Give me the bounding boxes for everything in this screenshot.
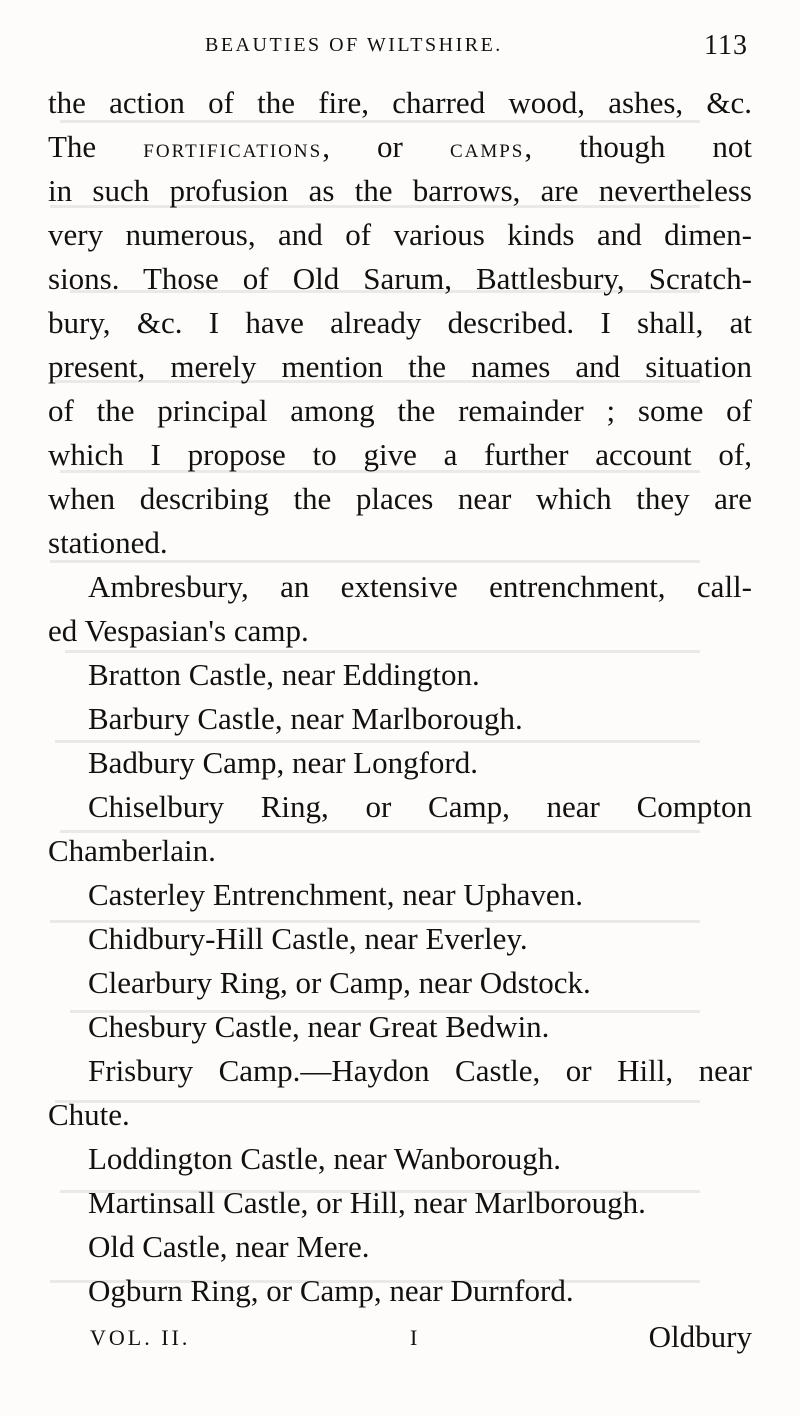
text-line: very numerous, and of various kinds and dimen-	[48, 217, 752, 252]
list-item: Frisbury Camp.—Haydon Castle, or Hill, near	[88, 1053, 752, 1088]
list-item: Loddington Castle, near Wanborough.	[88, 1141, 562, 1176]
text-line: stationed.	[48, 525, 168, 560]
text-line: when describing the places near which they are	[48, 481, 752, 516]
list-item: Old Castle, near Mere.	[88, 1229, 370, 1264]
text-line: sions. Those of Old Sarum, Battlesbury, Scratch-	[48, 261, 752, 296]
running-head: BEAUTIES OF WILTSHIRE.	[205, 34, 503, 56]
page-body	[48, 81, 752, 1313]
page-number: 113	[704, 30, 748, 61]
text-line: bury, &c. I have already described. I shall, at	[48, 305, 752, 340]
text-line: Ambresbury, an extensive entrenchment, call-	[88, 569, 752, 604]
text-fragment: The	[48, 129, 97, 164]
list-item: Clearbury Ring, or Camp, near Odstock.	[88, 965, 591, 1000]
list-item: Chesbury Castle, near Great Bedwin.	[88, 1009, 550, 1044]
text-line: which I propose to give a further account of,	[48, 437, 752, 472]
text-line	[48, 125, 752, 169]
list-item: Chidbury-Hill Castle, near Everley.	[88, 921, 528, 956]
text-line: ed Vespasian's camp.	[48, 613, 309, 648]
small-caps-term: camps	[449, 133, 525, 163]
list-item: Badbury Camp, near Longford.	[88, 745, 478, 780]
text-line: of the principal among the remainder ; some of	[48, 393, 752, 428]
text-line: the action of the fire, charred wood, ashes, &c.	[48, 85, 752, 120]
text-line: present, merely mention the names and situation	[48, 349, 752, 384]
small-caps-term: fortifications	[143, 133, 323, 163]
text-fragment: , though not	[524, 129, 753, 164]
list-item: Martinsall Castle, or Hill, near Marlborough.	[88, 1185, 646, 1220]
text-fragment: , or	[322, 129, 403, 164]
list-item: Casterley Entrenchment, near Uphaven.	[88, 877, 583, 912]
list-item: Barbury Castle, near Marlborough.	[88, 701, 523, 736]
page-footer	[0, 1319, 800, 1363]
catchword: Oldbury	[648, 1319, 752, 1354]
text-line: in such profusion as the barrows, are nevertheless	[48, 173, 752, 208]
list-item: Bratton Castle, near Eddington.	[88, 657, 480, 692]
page-header	[0, 30, 800, 70]
volume-signature: VOL. II.	[90, 1325, 191, 1350]
list-item: Ogburn Ring, or Camp, near Durnford.	[88, 1273, 574, 1308]
list-item-continuation: Chute.	[48, 1097, 130, 1132]
signature-mark: I	[410, 1325, 418, 1350]
list-item: Chiselbury Ring, or Camp, near Compton	[88, 789, 752, 824]
list-item-continuation: Chamberlain.	[48, 833, 216, 868]
